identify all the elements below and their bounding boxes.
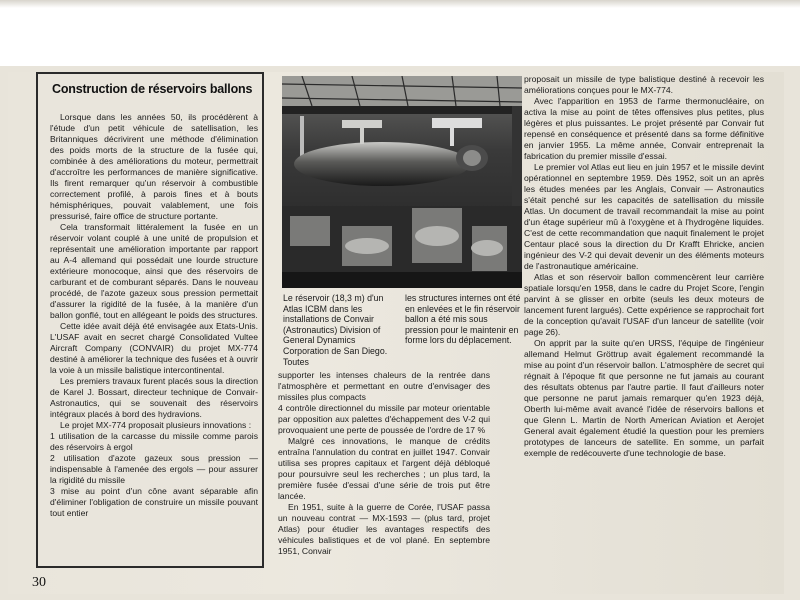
- paragraph: Lorsque dans les années 50, ils procédèrent à l'étude d'un petit véhicule de satellisation, les Britanniques décrivirent une méthode d'élimination des poids morts de la structure de la fusée qui, combinée à des améliorations du moteur, permettrait d'accroître les performances de manière significative. Ils firent remarquer qu'un réservoir à combustible correctement profilé, à parois fines et à bouts hémisphériques, pouvait valablement, une fois pressurisé, faire office de structure portante.: [50, 112, 258, 221]
- paragraph: On apprit par la suite qu'en URSS, l'équipe de l'ingénieur allemand Helmut Gröttrup avait également recommandé la mise au point d'un réservoir ballon. L'atmosphère de secret qui régnait à l'époque fit que personne ne fut jamais au courant des résultats obtenus par l'autre partie. Il faut d'ailleurs noter que personne ne parut jamais remarquer qu'en 1923 déjà, Oberth lui-même avait avancé l'idée de réservoirs ballons et que Glenn L. Martin de North American Aviation et Aerojet General avait également étudié la question pour les premiers prototypes de lanceurs de satellite. En somme, un parfait exemple de redécouverte d'une technologie de base.: [524, 338, 764, 458]
- list-item: 3 mise au point d'un cône avant séparable afin d'éliminer l'obligation de construire un missile pouvant tout entier: [50, 486, 258, 518]
- column-1: [50, 112, 258, 519]
- list-item: 2 utilisation d'azote gazeux sous pression — indispensable à l'amenée des ergols — pour assurer la rigidité du missile: [50, 453, 258, 485]
- paragraph: Le projet MX-774 proposait plusieurs innovations :: [60, 420, 252, 430]
- paragraph: Cette idée avait déjà été envisagée aux Etats-Unis. L'USAF avait en secret chargé Consolidated Vultee Aircraft Company (CONVAIR) du projet MX-774 destiné à améliorer la technique des fusées et à ouvrir la voie à un missile balistique intercontinental.: [50, 321, 258, 375]
- paragraph: supporter les intenses chaleurs de la rentrée dans l'atmosphère et permettant en outre d'envisager des missiles plus compacts: [278, 370, 490, 402]
- photo-image: [282, 76, 522, 288]
- section-heading: Construction de réservoirs ballons: [52, 82, 253, 96]
- paragraph: Avec l'apparition en 1953 de l'arme thermonucléaire, on activa la mise au point de têtes offensives plus petites, plus légères et plus puissantes. Le projet présenté par Convair fut repensé en conséquence et présenté dans sa forme définitive en janvier 1955. La même année, Convair entreprenait la fabrication du premier missile d'essai.: [524, 96, 764, 161]
- photo-caption-right: les structures internes ont été en enlevées et le fin réservoir ballon a été mis sous pression pour le maintenir en forme lors du déplacement.: [405, 293, 521, 346]
- photo-caption-left: Le réservoir (18,3 m) d'un Atlas ICBM dans les installations de Convair (Astronautics) Division of General Dynamics Corporation de San Diego. Toutes: [283, 293, 388, 367]
- paragraph: En 1951, suite à la guerre de Corée, l'USAF passa un nouveau contrat — MX-1593 — (plus tard, projet Atlas) pour étudier les avantages respectifs des véhicules balistiques et de vol plané. En septembre 1951, Convair: [278, 502, 490, 556]
- list-item: 4 contrôle directionnel du missile par moteur orientable par opposition aux palettes d'échappement des V-2 qui provoquaient une perte de poussée de l'ordre de 17 %: [278, 403, 490, 435]
- list-item: 1 utilisation de la carcasse du missile comme parois des réservoirs à ergol: [50, 431, 258, 452]
- paragraph: proposait un missile de type balistique destiné à recevoir les améliorations conçues pour le MX-774.: [524, 74, 764, 95]
- column-2: [278, 370, 490, 557]
- column-3: [524, 74, 764, 459]
- paragraph: Les premiers travaux furent placés sous la direction de Karel J. Bossart, directeur technique de Convair-Astronautics, qui se souvenait des réservoirs intégraux placés à bord des hydravions.: [50, 376, 258, 419]
- paragraph: Le premier vol Atlas eut lieu en juin 1957 et le missile devint opérationnel en septembre 1959. Dès 1952, soit un an après les études menées par les Anglais, Convair — Astronautics s'était penché sur les capacités de satellisation du missile Atlas. Un document de travail recommandait la mise au point d'un étage supérieur mû à l'oxygène et à l'hydrogène liquides. C'est de cette recommandation que naquit finalement le projet Centaur placé sous la direction du Dr Krafft Ehricke, ancien ingénieur des V-2 qui devait devenir un des éléments moteurs de l'astronautique américaine.: [524, 162, 764, 271]
- page-top-shadow: [0, 0, 800, 8]
- page-number: 30: [32, 575, 46, 590]
- paragraph: Atlas et son réservoir ballon commencèrent leur carrière spatiale lorsqu'en 1958, dans le cadre du Projet Score, l'engin parvint à se glisser en orbite (seuls les deux moteurs de lancement furent largués). Cette expérience se rapprochait fort de la conception qu'avait l'USAF d'un lanceur de satellite (voir page 26).: [524, 272, 764, 337]
- rocket-tank-photo: [282, 76, 522, 288]
- paragraph: Malgré ces innovations, le manque de crédits entraîna l'annulation du contrat en juillet 1947. Convair utilisa ses propres capitaux et l'argent déjà débloqué pour poursuivre seul les recherches ; un plus tard, la première fusée d'essai d'une série de trois put être lancée.: [278, 436, 490, 501]
- paragraph: Cela transformait littéralement la fusée en un réservoir volant couplé à une unité de propulsion et représentait une amélioration importante par rapport au A-4 allemand qui possédait une lourde structure extérieure monocoque, ainsi que des réservoirs de carburant et de comburant séparés. Dans le nouveau procédé, de l'azote gazeux sous pression permettait d'assurer la rigidité de la fusée, à la manière d'un ballon gonflé, tout en allégeant le poids des structures.: [50, 222, 258, 320]
